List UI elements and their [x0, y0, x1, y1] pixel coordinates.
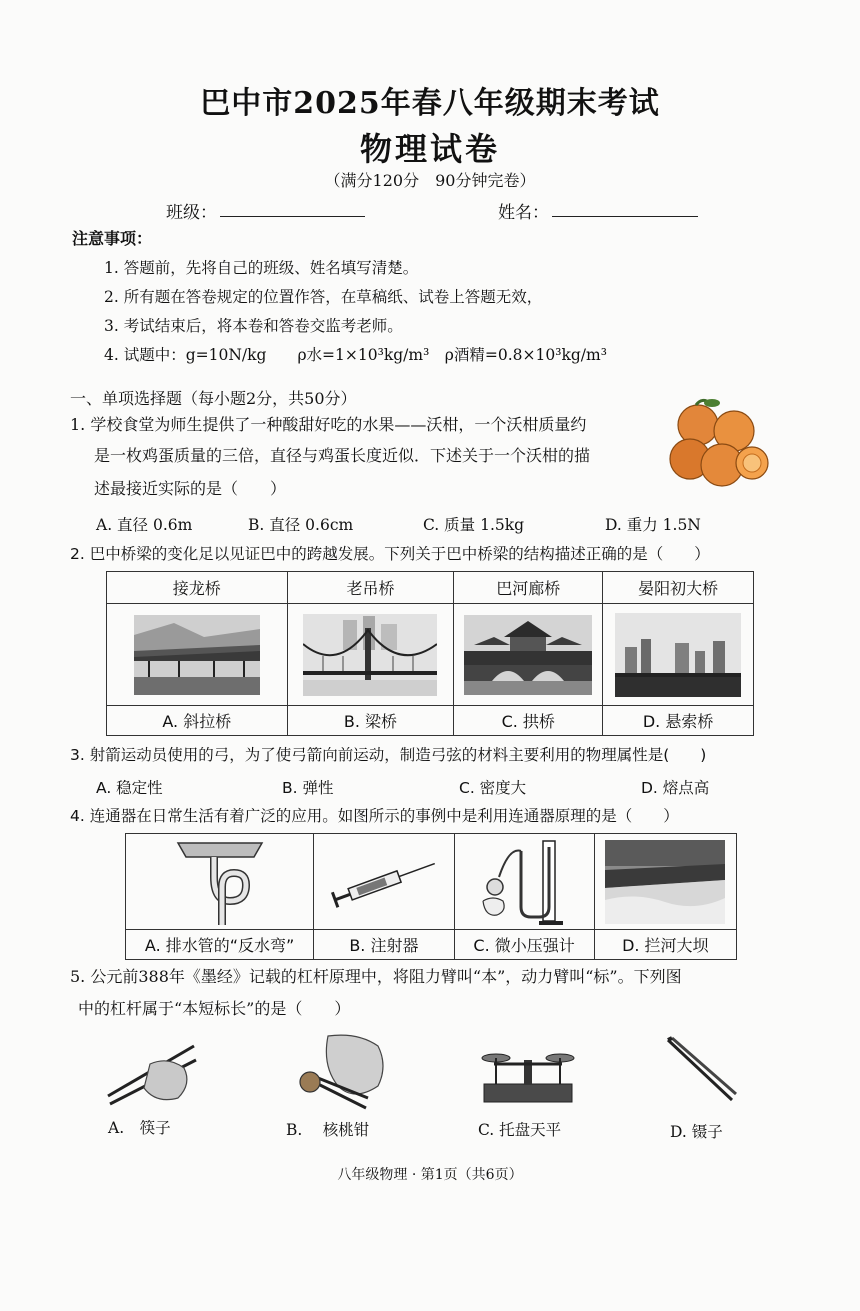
q2-option-b: B. 梁桥 [287, 706, 454, 736]
drain-trap-image [170, 837, 270, 927]
q1-line: 述最接近实际的是（ ） [94, 479, 287, 498]
q4-image-cell [454, 834, 594, 930]
q3-option-a: A. 稳定性 [96, 779, 163, 797]
q2-stem: 2. 巴中桥梁的变化足以见证巴中的跨越发展。下列关于巴中桥梁的结构描述正确的是（ ） [70, 545, 710, 563]
q3-option-c: C. 密度大 [459, 779, 527, 797]
q5-option-a: A. 筷子 [108, 1119, 171, 1137]
arch-bridge-image [464, 615, 592, 695]
note-item: 3. 考试结束后，将本卷和答卷交监考老师。 [104, 317, 403, 335]
q5-option-c: C. 托盘天平 [478, 1121, 562, 1139]
q1-option-a: A. 直径 0.6m [96, 516, 193, 534]
syringe-image [326, 852, 442, 912]
page-footer: 八年级物理 · 第1页（共6页） [337, 1167, 523, 1183]
q2-image-cell [603, 604, 754, 706]
name-label: 姓名： [498, 203, 549, 223]
suspension-bridge-image [303, 614, 437, 696]
q1-line: 1. 学校食堂为师生提供了一种酸甜好吃的水果——沃柑，一个沃柑质量约 [70, 415, 587, 434]
notes-title: 注意事项： [72, 229, 153, 248]
q5-line: 5. 公元前388年《墨经》记载的杠杆原理中，将阻力臂叫“本”，动力臂叫“标”。下列图 [70, 967, 682, 986]
q4-option-a: A. 排水管的“反水弯” [126, 930, 314, 960]
balance-scale-image [478, 1040, 578, 1106]
q1-line: 是一枚鸡蛋质量的三倍，直径与鸡蛋长度近似．下述关于一个沃柑的描 [94, 446, 591, 465]
q2-image-cell [287, 604, 454, 706]
class-field[interactable] [220, 198, 365, 217]
q3-option-d: D. 熔点高 [641, 779, 710, 797]
q4-option-b: B. 注射器 [314, 930, 454, 960]
q2-image-cell [107, 604, 288, 706]
dam-image [605, 840, 725, 924]
tweezers-image [662, 1036, 742, 1108]
q2-option-a: A. 斜拉桥 [107, 706, 288, 736]
note-item: 2. 所有题在答卷规定的位置作答，在草稿纸、试卷上答题无效， [104, 288, 543, 306]
name-field[interactable] [552, 198, 698, 217]
covered-bridge-image [134, 615, 260, 695]
q1-option-c: C. 质量 1.5kg [423, 516, 525, 534]
pressure-gauge-image [469, 837, 579, 927]
city-bridge-image [615, 613, 741, 697]
exam-subject: 物理试卷 [359, 130, 500, 168]
q4-option-d: D. 拦河大坝 [594, 930, 736, 960]
q4-image-cell [314, 834, 454, 930]
q1-option-b: B. 直径 0.6cm [248, 516, 354, 534]
q2-image-cell [454, 604, 603, 706]
q2-header: 接龙桥 [107, 572, 288, 604]
q4-image-cell [594, 834, 736, 930]
orange-fruit-image [660, 393, 772, 497]
section-title: 一、单项选择题（每小题2分，共50分） [70, 389, 357, 408]
q4-option-c: C. 微小压强计 [454, 930, 594, 960]
q2-bridge-table [106, 571, 754, 736]
chopsticks-image [104, 1038, 198, 1108]
q2-header: 巴河廊桥 [454, 572, 603, 604]
q2-option-d: D. 悬索桥 [603, 706, 754, 736]
q2-header: 老吊桥 [287, 572, 454, 604]
q5-option-b: B. 核桃钳 [286, 1121, 370, 1139]
q5-line: 中的杠杆属于“本短标长”的是（ ） [78, 999, 351, 1018]
q5-option-d: D. 镊子 [670, 1123, 723, 1141]
q1-option-d: D. 重力 1.5N [605, 516, 701, 534]
q4-image-cell [126, 834, 314, 930]
q2-header: 晏阳初大桥 [603, 572, 754, 604]
note-item: 1. 答题前，先将自己的班级、姓名填写清楚。 [104, 259, 419, 277]
q2-option-c: C. 拱桥 [454, 706, 603, 736]
q3-option-b: B. 弹性 [282, 779, 334, 797]
nutcracker-image [288, 1032, 394, 1114]
note-item: 4. 试题中：g=10N/kg ρ水=1×10³kg/m³ ρ酒精=0.8×10³kg/m³ [104, 346, 607, 364]
exam-title: 巴中市2025年春八年级期末考试 [200, 86, 660, 121]
q3-stem: 3. 射箭运动员使用的弓，为了使弓箭向前运动，制造弓弦的材料主要利用的物理属性是( ) [70, 746, 707, 764]
q4-figure-table [125, 833, 737, 960]
exam-scoring: （满分120分 90分钟完卷） [324, 171, 536, 190]
class-label: 班级： [166, 203, 217, 223]
q4-stem: 4. 连通器在日常生活有着广泛的应用。如图所示的事例中是利用连通器原理的是（ ） [70, 807, 679, 825]
